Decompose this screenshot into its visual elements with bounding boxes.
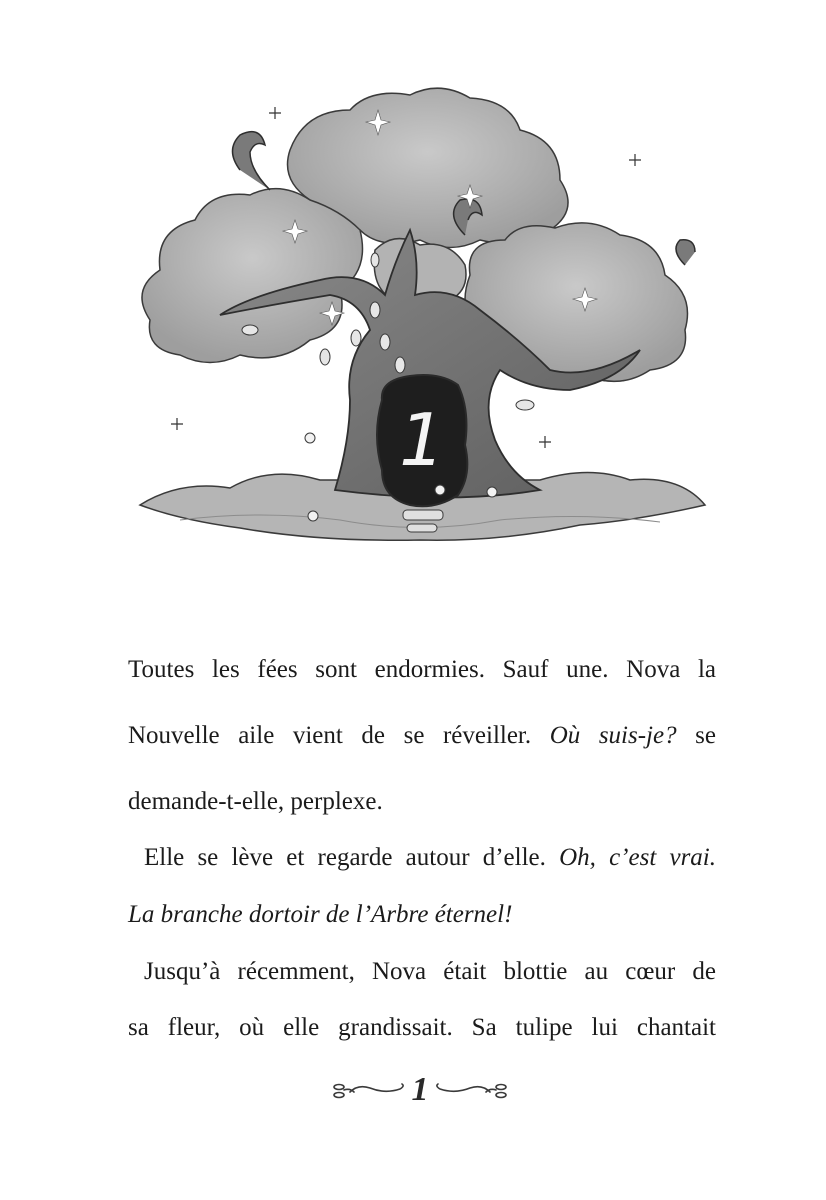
text-run: se xyxy=(676,722,717,749)
text-run: Jusqu’à récemment, Nova était blottie au cœur de xyxy=(144,958,716,985)
chapter-number: 1 xyxy=(399,398,445,482)
text-line-7 xyxy=(128,1008,716,1048)
text-line-4 xyxy=(128,838,716,878)
text-run: Elle se lève et regarde autour d’elle. xyxy=(144,844,560,871)
text-line-2 xyxy=(128,716,716,756)
tree-illustration xyxy=(120,80,720,580)
page-number: 1 xyxy=(411,1071,429,1108)
text-run: demande-t-elle, perplexe. xyxy=(128,788,383,815)
text-line-5 xyxy=(128,895,716,935)
text-run: sa fleur, où elle grandissait. Sa tulipe lui chantait xyxy=(128,1014,716,1041)
text-run: Nouvelle aile vient de se réveiller. xyxy=(128,722,550,749)
chapter-illustration-tree xyxy=(120,80,720,580)
text-line-6 xyxy=(128,952,716,992)
page-footer xyxy=(330,1070,510,1110)
text-run-italic: La branche dortoir de l’Arbre éternel! xyxy=(128,901,513,928)
text-run-italic: Où suis-je? xyxy=(549,722,677,749)
text-run-italic: Oh, c’est vrai. xyxy=(559,844,716,871)
text-run: Toutes les fées sont endormies. Sauf une. Nova la xyxy=(128,656,716,683)
text-line-3 xyxy=(128,782,716,822)
text-line-1 xyxy=(128,650,716,690)
